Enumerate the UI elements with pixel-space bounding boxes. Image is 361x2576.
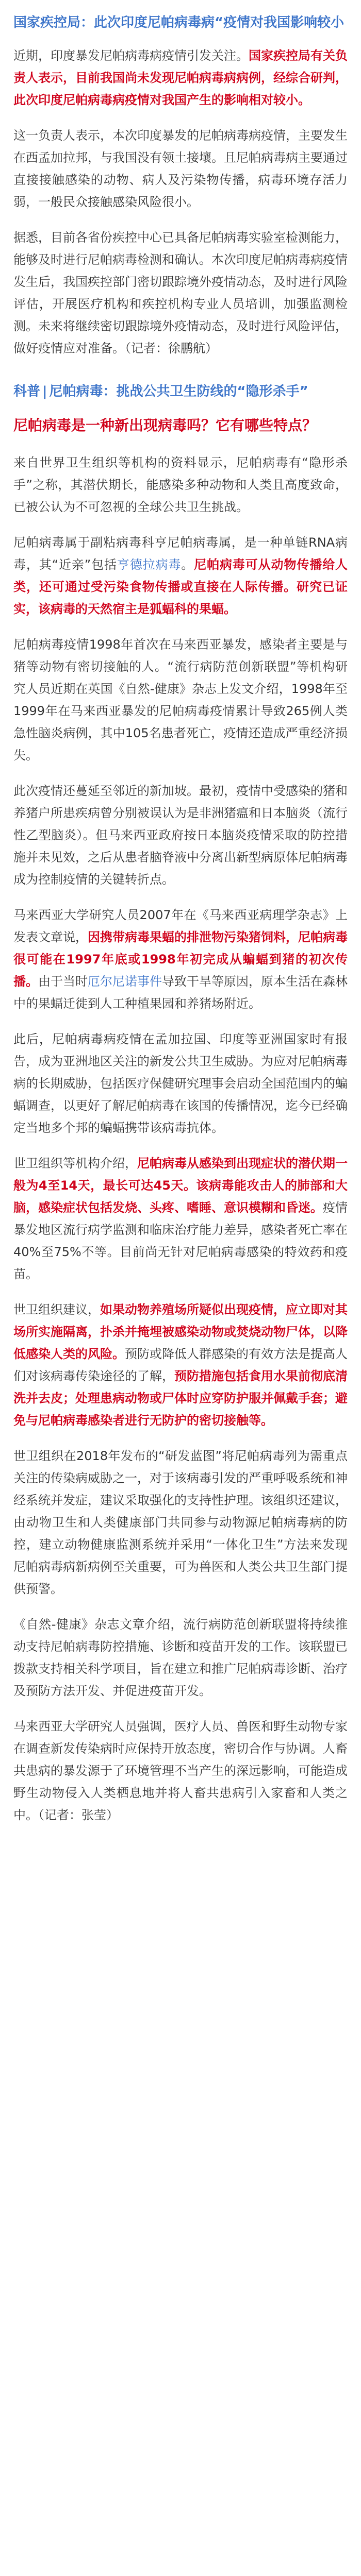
body-text: 尼帕病毒疫情1998年首次在马来西亚暴发，感染者主要是与猪等动物有密切接触的人。“流行病防范创新联盟”等机构研究人员近期在英国《自然-健康》杂志上发文介绍，1998年至1999年在马来西亚暴发的尼帕病毒疫情累计导致265例人类急性脑炎病例，其中105名患者死亡，疫情还造成严重经济损失。	[13, 637, 348, 762]
body-text: 《自然-健康》杂志文章介绍，流行病防范创新联盟将持续推动支持尼帕病毒防控措施、诊断和疫苗开发的工作。该联盟已拨款支持相关科学项目，旨在建立和推广尼帕病毒诊断、治疗及预防方法开发、并促进疫苗开发。	[13, 1617, 348, 1698]
body-text: 预防或降低人群感染的有效方法是提高人们对该病毒传染途径的了解，	[13, 1347, 348, 1383]
body-text: 马来西亚大学研究人员2007年在《马来西亚病理学杂志》上发表文章说，	[13, 908, 348, 944]
paragraph	[13, 780, 348, 891]
emphasis-text: 尼帕病毒可从动物传播给人类，还可通过受污染食物传播或直接在人际传播。研究已证实，该病毒的天然宿主是狐蝠科的果蝠。	[13, 557, 348, 616]
body-text: 疫情暴发地区流行病学监测和临床治疗能力差异，感染者死亡率在40%至75%不等。目前尚无针对尼帕病毒感染的特效药和疫苗。	[13, 1200, 348, 1281]
emphasis-text: 如果动物养殖场所疑似出现疫情，应立即对其场所实施隔离，扑杀并掩埋被感染动物或焚烧动物尸体，以降低感染人类的风险。	[13, 1302, 348, 1361]
body-text: 世卫组织建议，	[13, 1302, 100, 1317]
body-text: 据悉，目前各省份疾控中心已具备尼帕病毒实验室检测能力，能够及时进行尼帕病毒检测和确认。本次印度尼帕病毒病疫情发生后，我国疾控部门密切跟踪境外疫情动态，及时进行风险评估，开展医疗机构和疾控机构专业人员培训，加强监测检测。未来将继续密切跟踪境外疫情动态，及时进行风险评估，做好疫情应对准备。（记者：徐鹏航）	[13, 230, 348, 355]
emphasis-text: 预防措施包括食用水果前彻底清洗并去皮；处理患病动物或尸体时应穿防护服并佩戴手套；避免与尼帕病毒感染者进行无防护的密切接触等。	[13, 1369, 348, 1428]
paragraph	[13, 1614, 348, 1702]
section2-title	[13, 380, 348, 403]
body-text: 近期，印度暴发尼帕病毒病疫情引发关注。	[13, 48, 249, 63]
paragraph	[13, 452, 348, 518]
paragraph	[13, 125, 348, 213]
paragraph	[13, 1028, 348, 1139]
body-text: 此次疫情还蔓延至邻近的新加坡。最初，疫情中受感染的猪和养猪户所患疾病曾分别被误认为是非洲猪瘟和日本脑炎（流行性乙型脑炎）。但马来西亚政府按日本脑炎疫情采取的防控措施并未见效，之后从患者脑脊液中分离出新型病原体尼帕病毒成为控制疫情的关键转折点。	[13, 784, 348, 887]
section2-question: 尼帕病毒是一种新出现病毒吗？它有哪些特点？	[13, 417, 317, 434]
paragraph	[13, 45, 348, 111]
keyword-link[interactable]: 亨德拉病毒	[117, 557, 182, 572]
section1-title: 国家疾控局：此次印度尼帕病毒病“疫情对我国影响较小	[13, 15, 344, 30]
section2-body	[13, 452, 348, 1826]
paragraph	[13, 532, 348, 620]
emphasis-text: 因携带病毒果蝠的排泄物污染猪饲料，尼帕病毒很可能在1997年底或1998年初完成从蝙蝠到猪的初次传播。	[13, 930, 348, 989]
paragraph	[13, 1153, 348, 1285]
body-text: 尼帕病毒属于副粘病毒科亨尼帕病毒属，是一种单链RNA病毒，其“近亲”包括	[13, 535, 348, 572]
paragraph	[13, 1299, 348, 1432]
paragraph	[13, 904, 348, 1015]
paragraph	[13, 634, 348, 767]
section2-title-main: 尼帕病毒：挑战公共卫生防线的“隐形杀手”	[49, 384, 308, 399]
body-text: 导致干旱等原因，原本生活在森林中的果蝠迁徙到人工种植果园和养猪场附近。	[13, 974, 348, 1011]
emphasis-text: 国家疾控局有关负责人表示，目前我国尚未发现尼帕病毒病病例，经综合研判，此次印度尼帕病毒病疫情对我国产生的影响相对较小。	[13, 48, 348, 107]
section1-body	[13, 45, 348, 360]
paragraph	[13, 227, 348, 360]
body-text: 马来西亚大学研究人员强调，医疗人员、兽医和野生动物专家在调查新发传染病时应保持开放态度，密切合作与协调。人畜共患病的暴发源于了环境管理不当产生的深远影响，可能造成野生动物侵入人类栖息地并将人畜共患病引入家畜和人类之中。（记者：张莹）	[13, 1719, 348, 1822]
section2-title-prefix: 科普	[13, 384, 41, 399]
body-text: 世卫组织在2018年发布的“研发蓝图”将尼帕病毒列为需重点关注的传染病威胁之一，对于该病毒引发的严重呼吸系统和神经系统并发症，建议采取强化的支持性护理。该组织还建议，由动物卫生和人类健康部门共同参与动物源尼帕病毒病的防控，建立动物健康监测系统并采用“一体化卫生”方法来发现尼帕病毒病新病例至关重要，可为兽医和人类公共卫生部门提供预警。	[13, 1449, 348, 1596]
body-text: 这一负责人表示，本次印度暴发的尼帕病毒病疫情，主要发生在西孟加拉邦，与我国没有领土接壤。且尼帕病毒病主要通过直接接触感染的动物、病人及污染物传播，病毒环境存活力弱，一般民众接触感染风险很小。	[13, 128, 348, 209]
paragraph	[13, 1716, 348, 1826]
body-text: 来自世界卫生组织等机构的资料显示，尼帕病毒有“隐形杀手”之称，其潜伏期长，能感染多种动物和人类且高度致命，已被公认为不可忽视的全球公共卫生挑战。	[13, 455, 348, 514]
keyword-link[interactable]: 厄尔尼诺事件	[88, 974, 162, 989]
body-text: 世卫组织等机构介绍，	[13, 1156, 137, 1171]
body-text: 。	[181, 557, 194, 572]
body-text: 由于当时	[38, 974, 88, 989]
paragraph	[13, 1445, 348, 1600]
body-text: 此后，尼帕病毒病疫情在孟加拉国、印度等亚洲国家时有报告，成为亚洲地区关注的新发公共卫生威胁。为应对尼帕病毒病的长期威胁，包括医疗保健研究理事会启动全国范围内的蝙蝠调查，以更好了解尼帕病毒在该国的传播情况，迄今已经确定当地多个邦的蝙蝠携带该病毒抗体。	[13, 1032, 348, 1135]
section2-title-separator: |	[42, 384, 47, 399]
emphasis-text: 尼帕病毒从感染到出现症状的潜伏期一般为4至14天，最长可达45天。该病毒能攻击人的肺部和大脑，感染症状包括发烧、头疼、嗜睡、意识模糊和昏迷。	[13, 1156, 348, 1215]
